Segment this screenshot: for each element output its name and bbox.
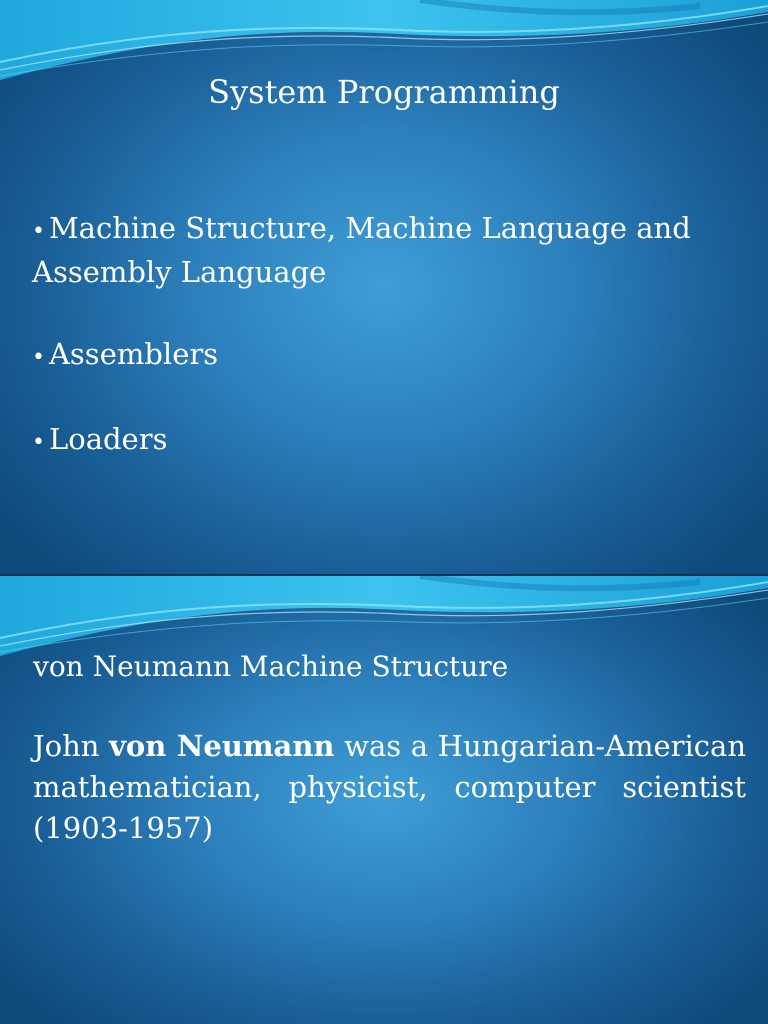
bullet-list [32, 208, 732, 504]
slide-heading: von Neumann Machine Structure [33, 650, 509, 683]
slide-title: System Programming [208, 73, 560, 111]
bold-name: von Neumann [109, 729, 335, 763]
bullet-item: • Loaders [32, 419, 732, 463]
slide-2 [0, 576, 768, 1024]
paragraph-prefix: John [33, 729, 110, 763]
bullet-item: • Assemblers [32, 334, 732, 378]
paragraph-suffix: was a Hungarian-American mathematician, physicist, computer scientist (1903-1957) [33, 729, 747, 845]
body-paragraph [33, 726, 746, 849]
bullet-item: • Machine Structure, Machine Language and Assembly Language [32, 208, 732, 293]
